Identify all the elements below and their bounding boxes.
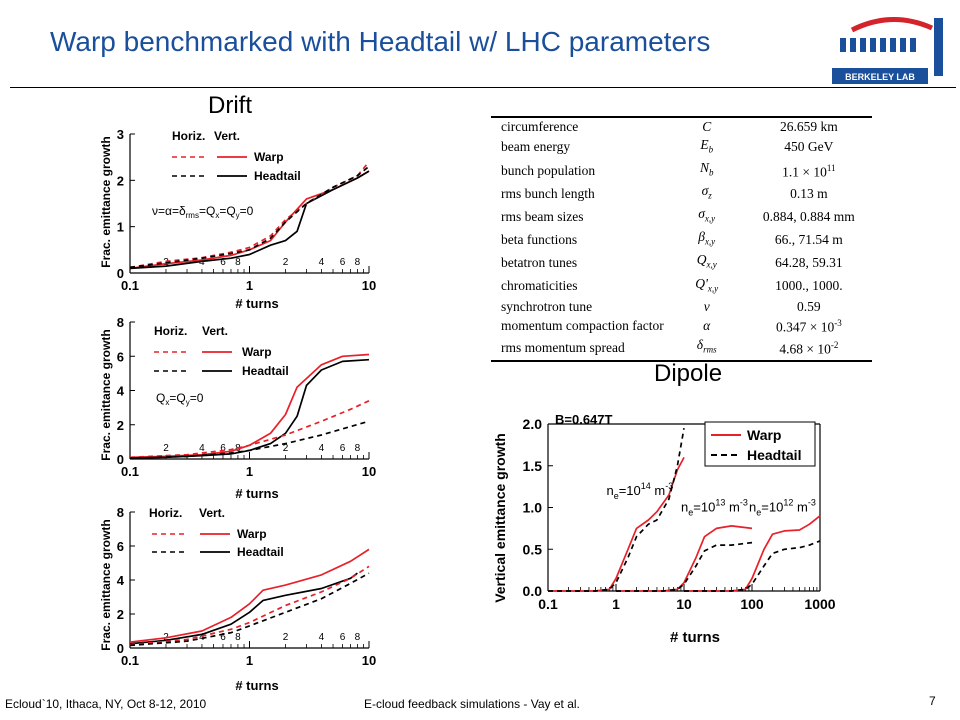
x-minor-tick-label: 6	[339, 257, 346, 268]
drift3-legend-headtail-label: Headtail	[237, 545, 284, 559]
x-minor-tick-label: 4	[199, 632, 205, 643]
y-tick-label: 8	[116, 315, 124, 330]
logo-arch	[852, 19, 932, 30]
drift3-xlabel: # turns	[235, 678, 279, 693]
param-name: momentum compaction factor	[501, 318, 664, 334]
param-symbol: $Q_{x,y}$	[696, 252, 717, 271]
dipole-title: B=0.647T	[555, 412, 613, 427]
param-symbol: $\delta_{rms}$	[696, 337, 717, 355]
param-row	[491, 336, 872, 360]
param-name: beta functions	[501, 232, 578, 248]
lhc-parameters-table	[491, 116, 872, 362]
drift3-ylabel: Frac. emittance growth	[99, 519, 113, 651]
param-value: 0.59	[797, 298, 821, 314]
param-symbol: α	[703, 318, 711, 334]
x-minor-tick-label: 4	[199, 443, 205, 454]
series-headtail-vert-line	[130, 171, 369, 268]
drift-chart-bottom	[92, 500, 387, 695]
x-minor-tick-label: 4	[318, 257, 325, 268]
x-minor-tick-label: 4	[318, 632, 325, 643]
x-minor-tick-label: 6	[220, 632, 226, 643]
dipole-heading: Dipole	[654, 360, 723, 387]
drift-chart-top	[92, 120, 387, 312]
param-symbol: ν	[703, 298, 710, 314]
x-minor-tick-label: 2	[163, 632, 169, 643]
x-tick-label: 1	[245, 464, 254, 479]
logo-text: BERKELEY LAB	[845, 72, 915, 82]
x-tick-label: 0.1	[120, 278, 140, 293]
param-row	[491, 275, 872, 298]
x-tick-label: 10	[361, 464, 377, 479]
x-tick-label: 1	[245, 278, 254, 293]
x-minor-tick-label: 2	[163, 257, 169, 268]
y-tick-label: 1.0	[522, 499, 542, 516]
param-value: 0.884, 0.884 mm	[762, 208, 855, 224]
param-symbol: $E_b$	[700, 136, 714, 155]
dipole-legend-warp-label: Warp	[747, 427, 782, 443]
y-tick-label: 3	[116, 127, 124, 142]
drift2-legend-vert: Vert.	[202, 324, 229, 338]
drift1-legend-horiz: Horiz.	[172, 129, 206, 143]
logo-columns	[840, 38, 916, 52]
param-value: $1.1 \times 10^{11}$	[782, 162, 836, 180]
series-headtail-1e14-line	[548, 428, 684, 591]
x-minor-tick-label: 2	[282, 257, 289, 268]
drift1-legend-vert: Vert.	[214, 129, 241, 143]
y-tick-label: 2	[116, 417, 124, 433]
x-tick-label: 0.1	[120, 653, 140, 668]
series-warp-1e12-line	[684, 516, 820, 591]
param-symbol: $N_b$	[699, 159, 714, 178]
x-tick-label: 100	[740, 596, 764, 612]
drift2-xlabel: # turns	[235, 486, 279, 501]
param-value: $4.68 \times 10^{-2}$	[779, 340, 839, 357]
param-row	[491, 251, 872, 274]
param-value: 0.13 m	[790, 185, 828, 201]
x-minor-tick-label: 2	[282, 443, 289, 454]
y-tick-label: 0	[116, 452, 124, 467]
drift1-legend-headtail-label: Headtail	[254, 169, 301, 183]
param-symbol: $\sigma_z$	[701, 182, 712, 201]
param-symbol: C	[702, 119, 712, 134]
drift2-legend-warp-label: Warp	[242, 345, 272, 359]
y-tick-label: 0.0	[522, 583, 542, 599]
x-tick-label: 1000	[804, 596, 836, 612]
param-row	[491, 298, 872, 316]
x-minor-tick-label: 6	[339, 443, 346, 454]
x-minor-tick-label: 4	[318, 443, 325, 454]
x-minor-tick-label: 2	[163, 443, 169, 454]
series-warp-vert-line	[130, 549, 369, 642]
drift1-ylabel: Frac. emittance growth	[99, 136, 113, 268]
drift3-legend-warp-label: Warp	[237, 527, 267, 541]
x-tick-label: 1	[612, 596, 620, 612]
dipole-xlabel: # turns	[669, 629, 721, 646]
param-row	[491, 228, 872, 251]
drift1-xlabel: # turns	[235, 296, 279, 311]
param-name: rms momentum spread	[501, 340, 625, 356]
page-number: 7	[929, 694, 936, 708]
drift2-legend-horiz: Horiz.	[154, 324, 188, 338]
x-minor-tick-label: 8	[354, 632, 361, 643]
x-minor-tick-label: 6	[339, 632, 346, 643]
x-minor-tick-label: 8	[235, 443, 241, 454]
drift-heading: Drift	[208, 92, 252, 119]
drift2-ylabel: Frac. emittance growth	[99, 329, 113, 461]
param-value: 450 GeV	[784, 139, 834, 155]
x-tick-label: 0.1	[120, 464, 140, 479]
param-name: rms beam sizes	[501, 208, 584, 224]
y-tick-label: 2.0	[522, 416, 542, 432]
x-minor-tick-label: 8	[235, 632, 241, 643]
footer-title: E-cloud feedback simulations - Vay et al.	[364, 697, 580, 711]
param-value: 66., 71.54 m	[774, 232, 843, 248]
param-row	[491, 136, 872, 159]
x-tick-label: 0.1	[538, 596, 558, 612]
y-tick-label: 1	[116, 219, 124, 235]
param-row	[491, 117, 872, 136]
y-tick-label: 1.5	[522, 457, 542, 474]
param-name: chromaticities	[501, 278, 578, 294]
param-name: bunch population	[501, 162, 596, 178]
x-minor-tick-label: 8	[354, 443, 361, 454]
x-tick-label: 10	[676, 596, 692, 612]
param-symbol: $\sigma_{x,y}$	[698, 206, 716, 224]
slide-title: Warp benchmarked with Headtail w/ LHC parameters	[50, 26, 711, 57]
x-tick-label: 10	[361, 278, 377, 293]
density-annotation: $n_e=10^{13}$ $m^{-3}$	[681, 497, 748, 518]
param-row	[491, 182, 872, 205]
drift3-legend-horiz: Horiz.	[149, 506, 183, 520]
drift2-legend-headtail-label: Headtail	[242, 364, 289, 378]
series-warp-1e14-line	[548, 457, 684, 591]
dipole-chart	[485, 400, 836, 650]
drift3-legend-vert: Vert.	[199, 506, 226, 520]
x-tick-label: 10	[361, 653, 377, 668]
dipole-legend-headtail-label: Headtail	[747, 447, 802, 463]
param-row	[491, 159, 872, 182]
y-tick-label: 0	[116, 266, 124, 281]
y-tick-label: 2	[116, 607, 124, 622]
x-minor-tick-label: 2	[282, 632, 289, 643]
y-tick-label: 0.5	[522, 541, 542, 558]
x-minor-tick-label: 8	[354, 257, 361, 268]
logo-tower	[934, 18, 943, 76]
y-tick-label: 2	[116, 173, 124, 189]
x-minor-tick-label: 8	[235, 257, 241, 268]
y-tick-label: 0	[116, 641, 124, 656]
param-name: synchrotron tune	[501, 298, 593, 314]
param-value: 64.28, 59.31	[775, 255, 843, 271]
y-tick-label: 4	[116, 573, 124, 588]
param-symbol: $\beta_{x,y}$	[698, 229, 716, 247]
berkeley-lab-logo	[822, 8, 954, 88]
y-tick-label: 8	[116, 505, 124, 520]
title-divider	[10, 87, 956, 88]
x-minor-tick-label: 4	[199, 257, 205, 268]
x-minor-tick-label: 6	[220, 257, 226, 268]
param-name: betatron tunes	[501, 255, 578, 271]
param-name: rms bunch length	[501, 185, 595, 201]
param-value: 26.659 km	[779, 119, 838, 134]
drift-chart-middle	[92, 310, 387, 505]
param-value: 1000., 1000.	[775, 278, 843, 294]
y-tick-label: 6	[116, 349, 124, 365]
x-tick-label: 1	[245, 653, 254, 668]
param-name: beam energy	[501, 139, 571, 155]
density-annotation: $n_e=10^{14}$ $m^{-3}$	[606, 480, 674, 501]
series-headtail-1e12-line	[684, 541, 820, 591]
density-annotation: $n_e=10^{12}$ $m^{-3}$	[749, 497, 816, 518]
param-row	[491, 315, 872, 336]
drift1-annotation: $\nu=\alpha=\delta_{rms}=Q_x=Q_y=0$	[152, 204, 254, 220]
drift1-legend-warp-label: Warp	[254, 150, 284, 164]
y-tick-label: 4	[116, 383, 124, 399]
param-row	[491, 205, 872, 228]
footer-conference: Ecloud`10, Ithaca, NY, Oct 8-12, 2010	[5, 697, 207, 711]
drift2-annotation: $Q_x=Q_y=0$	[156, 391, 204, 407]
x-minor-tick-label: 6	[220, 443, 226, 454]
param-value: $0.347 \times 10^{-3}$	[775, 318, 842, 335]
param-name: circumference	[501, 119, 579, 134]
param-symbol: $Q'_{x,y}$	[695, 275, 719, 294]
y-tick-label: 6	[116, 539, 124, 554]
dipole-ylabel: Vertical emittance growth	[492, 433, 508, 603]
